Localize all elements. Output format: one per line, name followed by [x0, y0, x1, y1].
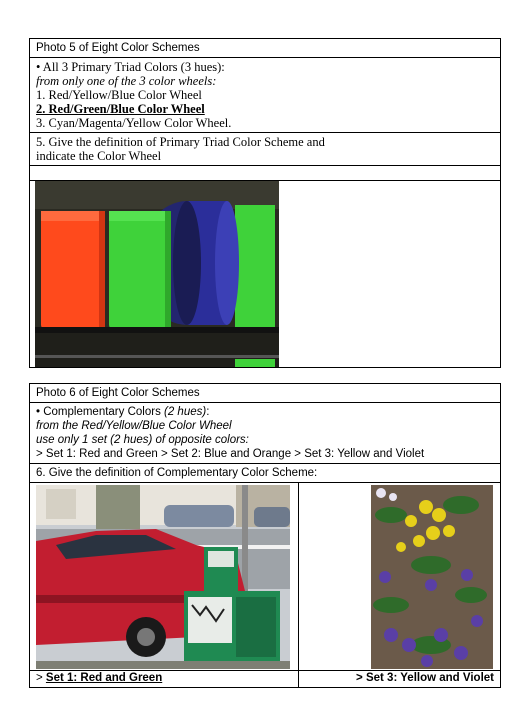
- wheel-option-2: 2. Red/Green/Blue Color Wheel: [36, 102, 205, 116]
- wheel-line: from the Red/Yellow/Blue Color Wheel: [36, 420, 232, 432]
- table-header-row: [30, 39, 500, 58]
- caption-left-prefix: >: [36, 672, 46, 684]
- description-row: [30, 58, 500, 133]
- scheme-table-complementary: [29, 383, 501, 688]
- table-header: Photo 5 of Eight Color Schemes: [36, 42, 200, 54]
- usage-line: use only 1 set (2 hues) of opposite colors:: [36, 434, 249, 446]
- left-photo-cell: [30, 483, 299, 670]
- question-row: [30, 464, 500, 483]
- table-header: Photo 6 of Eight Color Schemes: [36, 387, 200, 399]
- bullet-colon: :: [206, 406, 210, 418]
- photo-row: [30, 181, 500, 367]
- wheel-option-1: 1. Red/Yellow/Blue Color Wheel: [36, 88, 202, 102]
- caption-left: [30, 671, 299, 687]
- wheel-option-3: 3. Cyan/Magenta/Yellow Color Wheel.: [36, 116, 232, 130]
- question-line: 6. Give the definition of Complementary Color Scheme:: [36, 467, 318, 479]
- answer-row: [30, 166, 500, 181]
- right-photo-cell: [299, 483, 500, 670]
- question-line-1: 5. Give the definition of Primary Triad Color Scheme and: [36, 135, 325, 149]
- bullet-line: [36, 405, 494, 419]
- question-row: [30, 133, 500, 166]
- photo-row: [30, 483, 500, 671]
- yellow-violet-pansies-photo: [371, 485, 493, 669]
- caption-right: > Set 3: Yellow and Violet: [356, 672, 494, 684]
- scheme-table-primary-triad: [29, 38, 501, 368]
- question-line-2: indicate the Color Wheel: [36, 149, 162, 163]
- description-row: [30, 403, 500, 464]
- subtitle-line: from only one of the 3 color wheels:: [36, 74, 217, 88]
- bullet-hues: (2 hues): [164, 406, 207, 418]
- table-header-row: [30, 384, 500, 403]
- tape-rolls-photo: [35, 181, 279, 367]
- caption-row: [30, 671, 500, 687]
- bullet-text: • Complementary Colors: [36, 406, 165, 418]
- bullet-line: • All 3 Primary Triad Colors (3 hues):: [36, 60, 225, 74]
- red-car-green-newsbox-photo: [36, 485, 290, 669]
- caption-left-text: Set 1: Red and Green: [45, 672, 163, 684]
- sets-line: > Set 1: Red and Green > Set 2: Blue and Orange > Set 3: Yellow and Violet: [36, 448, 425, 460]
